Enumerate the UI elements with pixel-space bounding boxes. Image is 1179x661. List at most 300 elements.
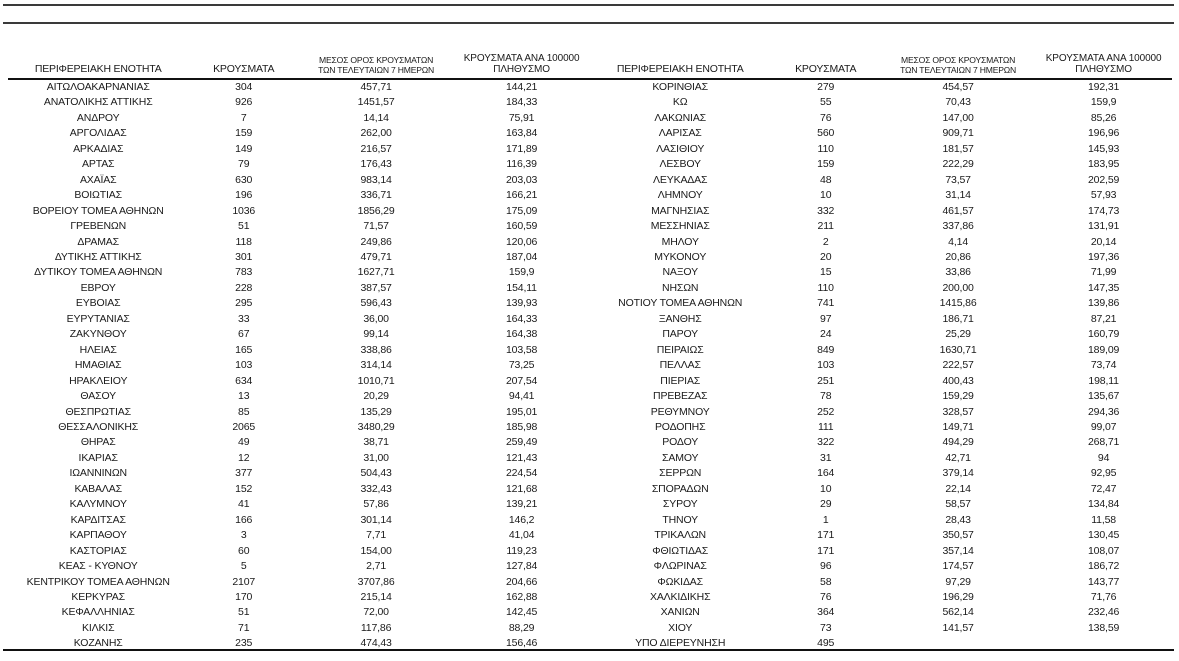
table-cell: ΚΩ xyxy=(672,96,688,109)
table-cell: 13 xyxy=(238,390,250,403)
table-cell: 176,43 xyxy=(360,158,392,171)
table-cell: ΑΡΚΑΔΙΑΣ xyxy=(73,142,124,155)
table-cell: ΦΘΙΩΤΙΔΑΣ xyxy=(652,544,709,557)
table-cell: ΕΒΡΟΥ xyxy=(80,281,116,294)
table-cell: 73,57 xyxy=(945,173,971,186)
table-cell: ΔΥΤΙΚΟΥ ΤΟΜΕΑ ΑΘΗΝΩΝ xyxy=(34,266,163,279)
table-cell: ΧΑΝΙΩΝ xyxy=(660,606,700,619)
table-cell: 71,57 xyxy=(363,220,389,233)
table-cell: 174,73 xyxy=(1087,204,1120,217)
table-row xyxy=(590,126,1172,141)
table-row xyxy=(590,590,1172,605)
table-cell: 983,14 xyxy=(360,173,392,186)
table-cell: 57,93 xyxy=(1090,189,1117,202)
table-cell: ΗΛΕΙΑΣ xyxy=(79,343,117,356)
table-row xyxy=(590,111,1172,126)
table-row xyxy=(8,157,590,172)
table-cell: ΛΕΥΚΑΔΑΣ xyxy=(653,173,708,186)
header-row xyxy=(590,45,1172,79)
table-row xyxy=(590,420,1172,435)
table-cell: ΜΥΚΟΝΟΥ xyxy=(654,250,707,263)
table-cell: 139,93 xyxy=(505,297,538,310)
table-cell: 41 xyxy=(238,498,250,511)
table-cell: 71 xyxy=(238,621,250,634)
table-cell: 207,54 xyxy=(505,374,538,387)
table-cell: 224,54 xyxy=(505,467,538,480)
table-cell: ΑΡΓΟΛΙΔΑΣ xyxy=(69,127,127,140)
column-header-per100k-line1: ΚΡΟΥΣΜΑΤΑ ΑΝΑ 100000 xyxy=(463,53,580,64)
table-cell: 251 xyxy=(817,374,835,387)
table-cell: ΠΑΡΟΥ xyxy=(662,328,699,341)
table-cell: ΚΑΣΤΟΡΙΑΣ xyxy=(69,544,127,557)
table-cell: 2065 xyxy=(232,420,256,433)
table-cell: ΜΗΛΟΥ xyxy=(661,235,699,248)
column-header-cases: ΚΡΟΥΣΜΑΤΑ xyxy=(188,45,299,79)
table-cell: 97,29 xyxy=(945,575,971,588)
table-cell: ΜΑΓΝΗΣΙΑΣ xyxy=(651,204,710,217)
table-cell: ΛΑΡΙΣΑΣ xyxy=(658,127,702,140)
table-cell: ΒΟΙΩΤΙΑΣ xyxy=(74,189,122,202)
table-cell: 170 xyxy=(235,590,253,603)
table-cell: 31,14 xyxy=(945,189,971,202)
table-cell: ΗΜΑΘΙΑΣ xyxy=(74,359,122,372)
column-header-per100k xyxy=(1035,45,1172,79)
table-cell: 252 xyxy=(817,405,835,418)
table-cell: 94,41 xyxy=(508,390,535,403)
table-cell: ΑΝΔΡΟΥ xyxy=(76,111,120,124)
table-row xyxy=(8,621,590,636)
table-cell: 20,86 xyxy=(945,250,971,263)
table-cell: ΣΥΡΟΥ xyxy=(662,498,698,511)
table-cell: 222,57 xyxy=(942,359,974,372)
table-cell: ΑΝΑΤΟΛΙΚΗΣ ΑΤΤΙΚΗΣ xyxy=(43,96,153,109)
table-cell: 7,71 xyxy=(366,529,387,542)
table-cell: 96 xyxy=(820,560,832,573)
table-row xyxy=(8,79,590,95)
table-cell: 630 xyxy=(235,173,253,186)
table-cell: 596,43 xyxy=(360,297,392,310)
table-cell: 15 xyxy=(820,266,832,279)
table-cell: 142,45 xyxy=(505,606,538,619)
table-cell: ΘΕΣΣΑΛΟΝΙΚΗΣ xyxy=(58,420,139,433)
table-cell: 849 xyxy=(817,343,835,356)
table-cell: 72,00 xyxy=(363,606,389,619)
table-cell: ΕΥΒΟΙΑΣ xyxy=(75,297,121,310)
table-cell: 232,46 xyxy=(1087,606,1120,619)
table-cell: 400,43 xyxy=(942,374,974,387)
table-cell: 121,68 xyxy=(505,482,538,495)
table-row xyxy=(8,528,590,543)
table-cell: 10 xyxy=(820,482,832,495)
table-cell: 783 xyxy=(235,266,253,279)
table-row xyxy=(590,358,1172,373)
table-cell: 301,14 xyxy=(360,513,392,526)
table-cell: 92,95 xyxy=(1090,467,1117,480)
table-cell: 103 xyxy=(817,359,835,372)
table-row xyxy=(8,142,590,157)
table-cell: 71,99 xyxy=(1090,266,1117,279)
table-row xyxy=(590,250,1172,265)
table-cell: 159,29 xyxy=(942,390,974,403)
table-row xyxy=(8,235,590,250)
cases-table-right xyxy=(590,45,1172,652)
table-cell: ΑΧΑΪΑΣ xyxy=(79,173,117,186)
table-cell: 42,71 xyxy=(945,451,971,464)
table-cell: 51 xyxy=(238,606,250,619)
table-cell: 202,59 xyxy=(1087,173,1120,186)
column-header-avg7 xyxy=(299,45,453,79)
table-cell: ΦΛΩΡΙΝΑΣ xyxy=(653,560,707,573)
cases-tables-container xyxy=(8,45,1172,652)
table-row xyxy=(590,435,1172,450)
table-cell: 135,29 xyxy=(360,405,392,418)
table-cell: 204,66 xyxy=(505,575,538,588)
table-cell: 58 xyxy=(820,575,832,588)
table-row xyxy=(590,95,1172,110)
table-cell: 33,86 xyxy=(945,266,971,279)
table-cell: ΣΑΜΟΥ xyxy=(662,451,699,464)
table-cell: 332 xyxy=(817,204,835,217)
table-row xyxy=(8,296,590,311)
table-cell: 3480,29 xyxy=(357,420,395,433)
table-cell: 171 xyxy=(817,529,835,542)
table-cell: 1627,71 xyxy=(357,266,395,279)
table-cell: 156,46 xyxy=(505,637,538,650)
table-cell: 87,21 xyxy=(1090,312,1117,325)
table-cell: 73,25 xyxy=(508,359,535,372)
table-cell: 196 xyxy=(235,189,253,202)
table-cell: ΖΑΚΥΝΘΟΥ xyxy=(69,328,127,341)
table-cell: 139,21 xyxy=(505,498,538,511)
table-row xyxy=(8,95,590,110)
table-cell: 78 xyxy=(820,390,832,403)
table-cell: ΜΕΣΣΗΝΙΑΣ xyxy=(650,220,710,233)
table-row xyxy=(590,605,1172,620)
table-cell: 174,57 xyxy=(942,560,974,573)
table-cell: 175,09 xyxy=(505,204,538,217)
table-cell: 350,57 xyxy=(942,529,974,542)
table-cell: ΝΟΤΙΟΥ ΤΟΜΕΑ ΑΘΗΝΩΝ xyxy=(618,297,743,310)
table-cell: 216,57 xyxy=(360,142,392,155)
table-cell: 187,04 xyxy=(505,250,538,263)
table-cell: 20 xyxy=(820,250,832,263)
table-cell: 103 xyxy=(235,359,253,372)
table-cell: 48 xyxy=(820,173,832,186)
table-cell: 73,74 xyxy=(1090,359,1117,372)
table-cell: 154,00 xyxy=(360,544,392,557)
table-cell: 357,14 xyxy=(942,544,974,557)
table-cell: 198,11 xyxy=(1088,374,1119,387)
table-row xyxy=(8,188,590,203)
table-cell: 36,00 xyxy=(363,312,389,325)
table-cell: 235 xyxy=(235,637,253,650)
table-row xyxy=(8,343,590,358)
table-cell: ΚΕΦΑΛΛΗΝΙΑΣ xyxy=(61,606,135,619)
table-cell: 29 xyxy=(820,498,832,511)
table-cell: 71,76 xyxy=(1090,590,1117,603)
table-row xyxy=(590,296,1172,311)
table-cell: 741 xyxy=(817,297,835,310)
table-cell: 304 xyxy=(235,81,253,93)
table-cell: 85,26 xyxy=(1090,111,1117,124)
table-cell: 171 xyxy=(817,544,835,557)
table-row xyxy=(8,559,590,574)
table-row xyxy=(8,389,590,404)
table-row xyxy=(590,466,1172,481)
table-cell: 1010,71 xyxy=(357,374,395,387)
table-cell: 25,29 xyxy=(945,328,971,341)
table-row xyxy=(8,250,590,265)
table-cell: 164 xyxy=(817,467,835,480)
table-cell: 338,86 xyxy=(360,343,392,356)
table-cell: ΣΕΡΡΩΝ xyxy=(659,467,702,480)
table-cell: 121,43 xyxy=(505,451,538,464)
header-row xyxy=(8,45,590,79)
table-row xyxy=(8,126,590,141)
table-cell: ΣΠΟΡΑΔΩΝ xyxy=(651,482,709,495)
table-cell: 1415,86 xyxy=(939,297,977,310)
table-cell: 1451,57 xyxy=(357,96,395,109)
table-row xyxy=(8,590,590,605)
table-row xyxy=(590,575,1172,590)
table-cell: ΒΟΡΕΙΟΥ ΤΟΜΕΑ ΑΘΗΝΩΝ xyxy=(32,204,164,217)
table-cell: 2,71 xyxy=(366,560,387,573)
table-row xyxy=(590,528,1172,543)
table-cell: 103,58 xyxy=(505,343,538,356)
table-cell: 461,57 xyxy=(942,204,974,217)
table-row xyxy=(590,219,1172,234)
table-row xyxy=(590,451,1172,466)
table-cell: 189,09 xyxy=(1087,343,1120,356)
table-row xyxy=(590,621,1172,636)
table-cell: 196,96 xyxy=(1087,127,1120,140)
table-cell: 85 xyxy=(238,405,250,418)
table-cell: 12 xyxy=(238,451,250,464)
table-cell: 926 xyxy=(235,96,253,109)
table-cell: 143,77 xyxy=(1087,575,1120,588)
table-cell: 99,07 xyxy=(1090,420,1117,433)
table-cell: ΔΥΤΙΚΗΣ ΑΤΤΙΚΗΣ xyxy=(54,250,142,263)
table-cell: 160,79 xyxy=(1087,328,1120,341)
table-cell: ΠΕΙΡΑΙΩΣ xyxy=(656,343,704,356)
table-cell: 379,14 xyxy=(942,467,974,480)
table-cell: 181,57 xyxy=(942,142,974,155)
table-cell: 135,67 xyxy=(1087,390,1120,403)
table-cell: 171,89 xyxy=(505,142,538,155)
table-cell: 51 xyxy=(238,220,250,233)
table-row xyxy=(590,497,1172,512)
table-cell: 215,14 xyxy=(360,590,392,603)
table-cell: 166,21 xyxy=(505,189,538,202)
table-cell: ΡΟΔΟΥ xyxy=(662,436,699,449)
table-cell: ΚΕΝΤΡΙΚΟΥ ΤΟΜΕΑ ΑΘΗΝΩΝ xyxy=(26,575,170,588)
table-cell: 222,29 xyxy=(942,158,974,171)
table-cell: 479,71 xyxy=(360,250,392,263)
table-cell: 160,59 xyxy=(505,220,538,233)
cases-table-left xyxy=(8,45,590,652)
table-cell: 185,98 xyxy=(505,420,538,433)
table-cell: 73 xyxy=(820,621,832,634)
cases-table-left-header xyxy=(8,45,590,79)
table-cell: 152 xyxy=(235,482,253,495)
table-cell: 909,71 xyxy=(942,127,974,140)
table-row xyxy=(590,188,1172,203)
table-cell: 163,84 xyxy=(505,127,538,140)
table-cell: 72,47 xyxy=(1090,482,1117,495)
table-cell: 332,43 xyxy=(360,482,392,495)
table-cell: 38,71 xyxy=(363,436,389,449)
table-cell: 41,04 xyxy=(508,529,535,542)
table-cell: ΧΙΟΥ xyxy=(668,621,693,634)
table-cell: 1036 xyxy=(232,204,256,217)
table-cell: 10 xyxy=(820,189,832,202)
table-cell: 186,71 xyxy=(942,312,974,325)
table-cell: ΙΚΑΡΙΑΣ xyxy=(78,451,118,464)
table-cell: ΚΟΡΙΝΘΙΑΣ xyxy=(652,81,708,93)
table-cell: 119,23 xyxy=(506,544,537,557)
table-row xyxy=(590,235,1172,250)
table-cell: 134,84 xyxy=(1087,498,1120,511)
table-cell: 70,43 xyxy=(945,96,971,109)
table-cell: 377 xyxy=(235,467,253,480)
cases-table-left-body xyxy=(8,79,590,652)
table-cell: 495 xyxy=(817,637,835,650)
table-cell: 457,71 xyxy=(360,81,392,93)
table-cell: 58,57 xyxy=(945,498,971,511)
table-cell: 195,01 xyxy=(505,405,538,418)
table-cell: 110 xyxy=(817,281,834,294)
cases-table-right-body xyxy=(590,79,1172,652)
table-cell: 108,07 xyxy=(1087,544,1120,557)
column-header-avg7 xyxy=(881,45,1035,79)
table-cell: ΛΑΣΙΘΙΟΥ xyxy=(656,142,705,155)
table-cell: ΛΑΚΩΝΙΑΣ xyxy=(654,111,707,124)
table-cell: ΤΡΙΚΑΛΩΝ xyxy=(654,529,706,542)
table-cell: 154,11 xyxy=(506,281,537,294)
table-cell: 28,43 xyxy=(945,513,971,526)
table-cell: ΓΡΕΒΕΝΩΝ xyxy=(70,220,127,233)
table-cell: ΠΡΕΒΕΖΑΣ xyxy=(653,390,708,403)
table-cell: 159,9 xyxy=(1090,96,1117,109)
table-cell: 31 xyxy=(820,451,832,464)
table-cell: 11,58 xyxy=(1091,513,1116,526)
table-cell: 196,29 xyxy=(942,590,974,603)
table-row xyxy=(8,420,590,435)
table-cell: 322 xyxy=(817,436,835,449)
cases-table-right-header xyxy=(590,45,1172,79)
table-cell: 474,43 xyxy=(360,637,392,650)
table-cell: 3707,86 xyxy=(357,575,395,588)
table-cell: 259,49 xyxy=(505,436,538,449)
table-cell: 165 xyxy=(235,343,253,356)
table-cell: ΤΗΝΟΥ xyxy=(662,513,699,526)
table-cell: 75,91 xyxy=(508,111,535,124)
table-cell: 159 xyxy=(235,127,253,140)
table-cell: 314,14 xyxy=(360,359,392,372)
table-cell: ΘΕΣΠΡΩΤΙΑΣ xyxy=(65,405,131,418)
table-cell: ΘΑΣΟΥ xyxy=(80,390,116,403)
table-row xyxy=(8,605,590,620)
table-cell: 295 xyxy=(235,297,253,310)
table-cell: 127,84 xyxy=(505,560,538,573)
table-row xyxy=(590,559,1172,574)
table-row xyxy=(8,358,590,373)
table-cell: 20,29 xyxy=(363,390,389,403)
table-cell: 97 xyxy=(820,312,832,325)
table-cell: 249,86 xyxy=(360,235,392,248)
table-cell: 192,31 xyxy=(1087,81,1120,93)
table-cell: 184,33 xyxy=(505,96,538,109)
table-row xyxy=(590,79,1172,95)
table-cell: 110 xyxy=(817,142,834,155)
table-cell: 111 xyxy=(817,420,834,433)
table-cell: 1630,71 xyxy=(939,343,977,356)
table-cell: 67 xyxy=(238,328,250,341)
table-cell: 364 xyxy=(817,606,835,619)
table-row xyxy=(590,204,1172,219)
table-cell: 294,36 xyxy=(1087,405,1120,418)
table-row xyxy=(590,374,1172,389)
table-cell: 504,43 xyxy=(360,467,392,480)
table-cell: 337,86 xyxy=(942,220,974,233)
table-cell: ΚΑΡΔΙΤΣΑΣ xyxy=(70,513,126,526)
table-cell: 139,86 xyxy=(1087,297,1120,310)
table-row xyxy=(8,435,590,450)
table-cell: 197,36 xyxy=(1087,250,1120,263)
table-cell: ΚΙΛΚΙΣ xyxy=(81,621,115,634)
table-cell: 186,72 xyxy=(1087,560,1120,573)
table-cell: 76 xyxy=(820,590,832,603)
table-cell: ΚΑΒΑΛΑΣ xyxy=(74,482,122,495)
table-cell: 2107 xyxy=(232,575,256,588)
table-row xyxy=(590,157,1172,172)
table-cell: 138,59 xyxy=(1087,621,1120,634)
table-cell: 4,14 xyxy=(948,235,969,248)
table-row xyxy=(590,513,1172,528)
table-cell: ΚΟΖΑΝΗΣ xyxy=(73,637,123,650)
table-row xyxy=(590,312,1172,327)
column-header-per100k xyxy=(453,45,590,79)
table-cell: ΚΕΡΚΥΡΑΣ xyxy=(71,590,125,603)
table-cell: 55 xyxy=(820,96,832,109)
table-cell: ΛΗΜΝΟΥ xyxy=(657,189,703,202)
table-cell: 203,03 xyxy=(505,173,538,186)
table-cell: 147,00 xyxy=(942,111,974,124)
table-cell: 149 xyxy=(235,142,253,155)
table-cell: 120,06 xyxy=(505,235,538,248)
table-cell: ΘΗΡΑΣ xyxy=(80,436,116,449)
column-header-avg7-line2: ΤΩΝ ΤΕΛΕΥΤΑΙΩΝ 7 ΗΜΕΡΩΝ xyxy=(900,65,1017,75)
table-cell: 200,00 xyxy=(942,281,974,294)
table-cell: 1856,29 xyxy=(357,204,395,217)
table-row xyxy=(8,513,590,528)
table-cell: 164,38 xyxy=(505,328,538,341)
table-cell: 49 xyxy=(238,436,250,449)
table-cell: 336,71 xyxy=(360,189,392,202)
bottom-rule xyxy=(3,649,1174,651)
table-cell: 634 xyxy=(235,374,253,387)
table-cell: 149,71 xyxy=(942,420,974,433)
column-header-region: ΠΕΡΙΦΕΡΕΙΑΚΗ ΕΝΟΤΗΤΑ xyxy=(8,45,188,79)
table-row xyxy=(590,482,1172,497)
table-cell: 3 xyxy=(240,529,247,542)
table-cell: 494,29 xyxy=(942,436,974,449)
table-row xyxy=(590,142,1172,157)
table-cell: 33 xyxy=(238,312,250,325)
top-rule-1 xyxy=(3,4,1174,6)
column-header-cases: ΚΡΟΥΣΜΑΤΑ xyxy=(770,45,881,79)
table-cell: 20,14 xyxy=(1090,235,1117,248)
